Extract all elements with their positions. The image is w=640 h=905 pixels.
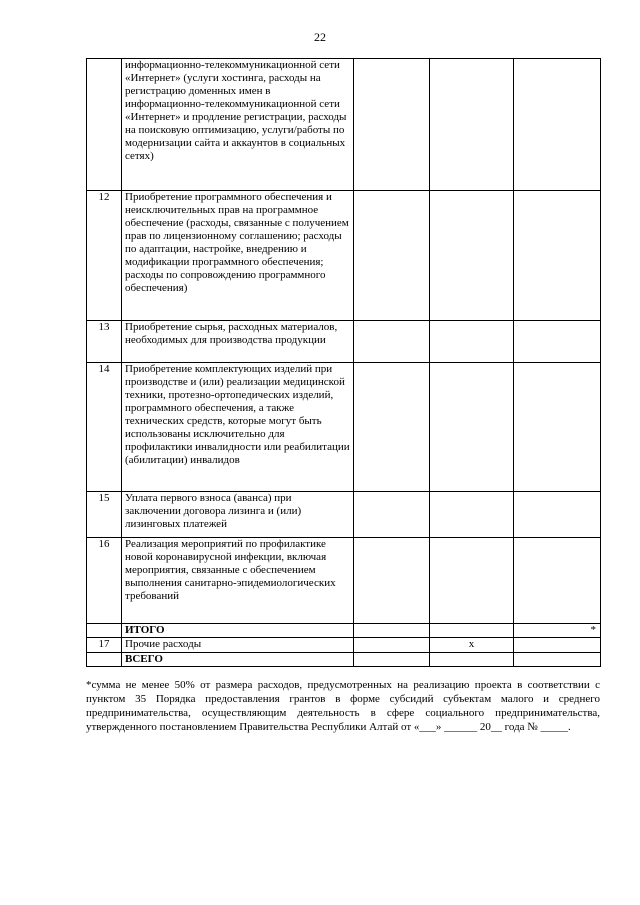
amount-cell [354,638,430,653]
row-description: Приобретение программного обеспечения и неисключительных прав на программное обеспечение (расходы, связанные с получением прав по лицензионному соглашению; расходы по адаптации, настройке, внедрению и модификации программного обеспечения; расходы по сопровождению программного обеспечения) [122,191,354,321]
amount-cell [354,321,430,363]
table-row [87,492,601,538]
row-number: 14 [87,363,122,492]
table-row [87,59,601,191]
table-row [87,538,601,624]
expenses-table [86,58,601,667]
amount-cell [514,191,601,321]
amount-cell [514,363,601,492]
amount-cell [430,59,514,191]
row-description: Реализация мероприятий по профилактике новой коронавирусной инфекции, включая мероприятия, связанные с обеспечением выполнения санитарно-эпидемиологических требований [122,538,354,624]
row-description: Уплата первого взноса (аванса) при заключении договора лизинга и (или) лизинговых платежей [122,492,354,538]
amount-cell [430,321,514,363]
amount-cell [430,363,514,492]
page-number: 22 [314,30,326,44]
amount-cell [354,492,430,538]
amount-cell [514,638,601,653]
row-number: 12 [87,191,122,321]
table-row [87,638,601,653]
amount-cell [514,538,601,624]
itogo-label: ИТОГО [122,624,354,638]
row-number: 13 [87,321,122,363]
row-number: 15 [87,492,122,538]
itogo-total-cell: * [514,624,601,638]
amount-cell [430,492,514,538]
row-description: информационно-телекоммуникационной сети «Интернет» (услуги хостинга, расходы на регистрацию доменных имен в информационно-телекоммуникационной сети «Интернет» и продление регистрации, расходы на поисковую оптимизацию, услуги/работы по модернизации сайта и аккаунтов в социальных сетях) [122,59,354,191]
row-description: Приобретение сырья, расходных материалов, необходимых для производства продукции [122,321,354,363]
amount-cell [514,492,601,538]
amount-cell [430,191,514,321]
table-row [87,363,601,492]
vsego-row [87,653,601,667]
amount-cell [430,538,514,624]
amount-cell: х [430,638,514,653]
table-row [87,321,601,363]
amount-cell [354,191,430,321]
row-description: Приобретение комплектующих изделий при производстве и (или) реализации медицинской техники, протезно-ортопедических изделий, программного обеспечения, а также технических средств, которые могут быть использованы исключительно для профилактики инвалидности или реабилитации (абилитации) инвалидов [122,363,354,492]
row-description: Прочие расходы [122,638,354,653]
footnote: *сумма не менее 50% от размера расходов, предусмотренных на реализацию проекта в соответствии с пунктом 35 Порядка предоставления грантов в форме субсидий субъектам малого и среднего предпринимательства, осуществляющим деятельность в сфере социального предпринимательства, утвержденного постановлением Правительства Республики Алтай от «___» ______ 20__ года № _____. [86,679,600,733]
row-number: 17 [87,638,122,653]
amount-cell [514,321,601,363]
row-number [87,59,122,191]
vsego-label: ВСЕГО [122,653,354,667]
amount-cell [354,538,430,624]
amount-cell [354,363,430,492]
row-number: 16 [87,538,122,624]
amount-cell [354,59,430,191]
table-row [87,191,601,321]
itogo-row [87,624,601,638]
amount-cell [514,59,601,191]
